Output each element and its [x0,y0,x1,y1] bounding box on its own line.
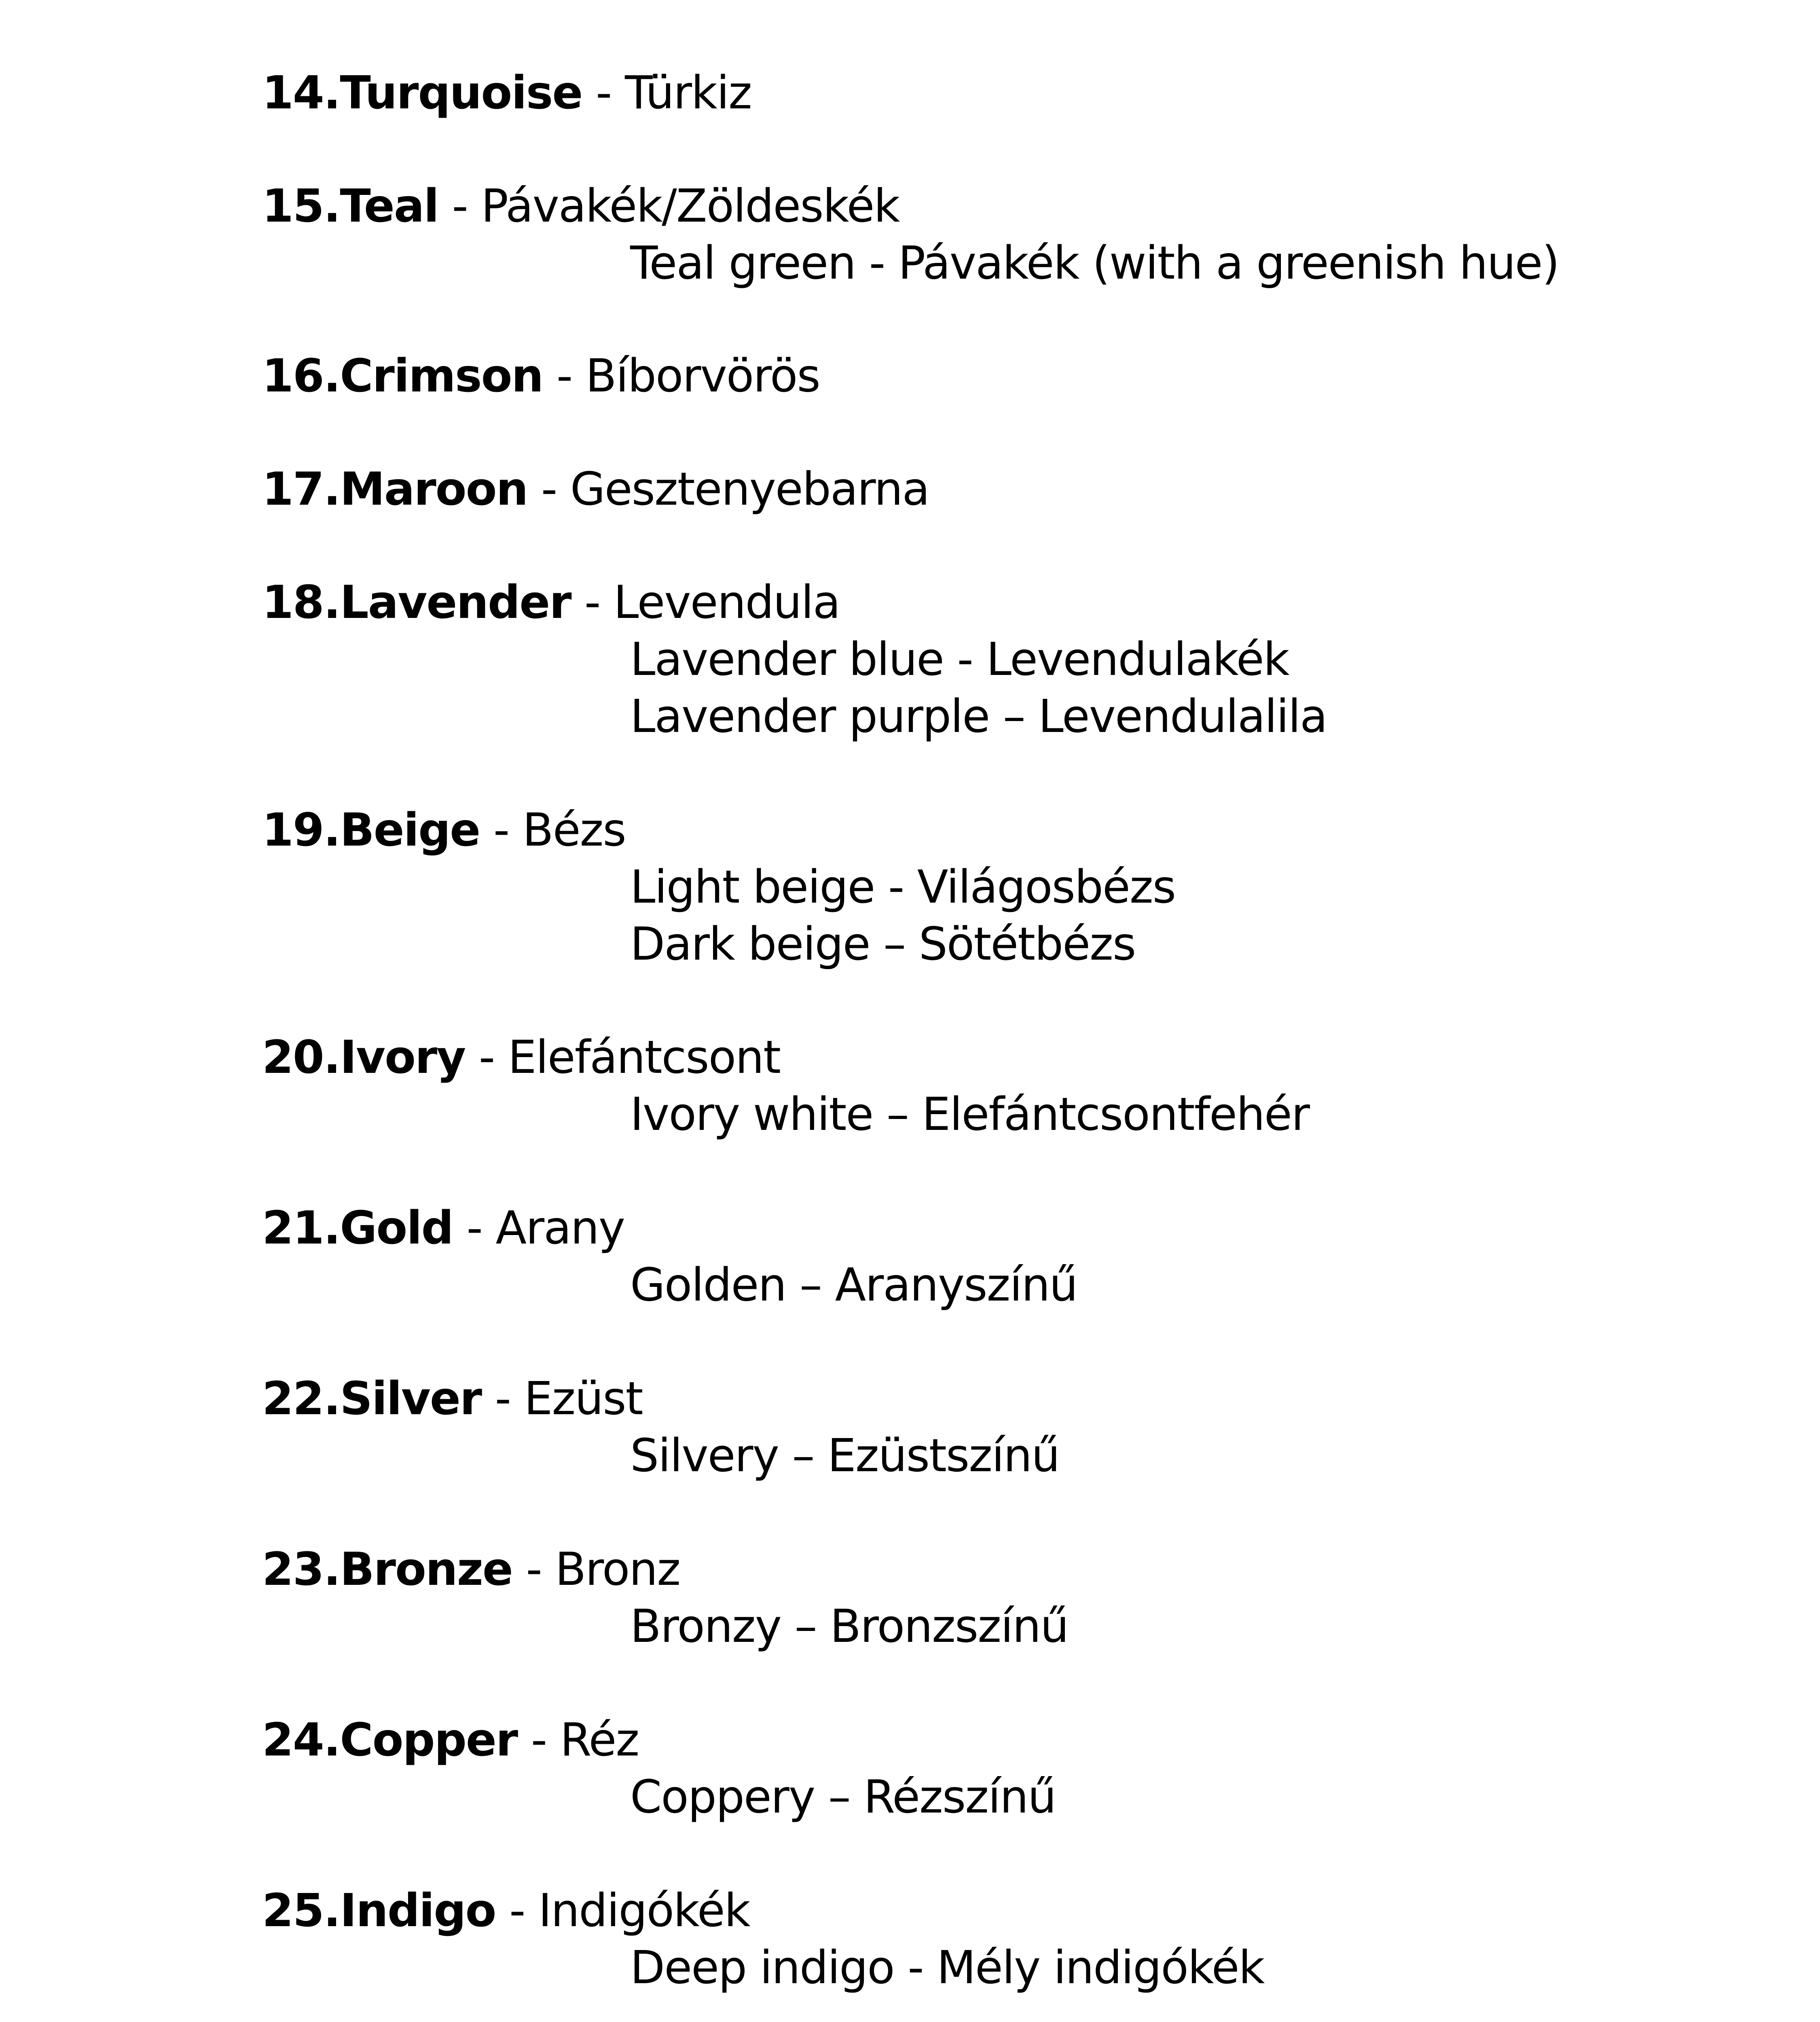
entry-translation: Indigókék [538,1885,750,1937]
entry-number: 24. [262,1714,340,1766]
entry-number: 25. [262,1885,340,1937]
entry-heading [262,1371,1759,1428]
entry-number: 22. [262,1373,340,1425]
entry-translation: Bézs [522,804,626,857]
color-entry [262,1541,1759,1655]
entry-term: Silver [340,1373,482,1425]
entry-separator: - [465,1031,508,1084]
color-entry [262,178,1759,292]
entry-term: Maroon [340,463,528,516]
entry-term: Gold [340,1202,453,1254]
entry-term: Bronze [340,1543,512,1596]
entry-term: Copper [340,1714,518,1766]
entry-term: Ivory [340,1031,466,1084]
entry-heading [262,1541,1759,1598]
entry-variant: Lavender blue - Levendulakék [630,633,1289,686]
entry-separator: - [517,1714,560,1766]
entry-translation: Levendula [614,576,840,629]
entry-term: Turquoise [340,67,582,119]
entry-separator: - [582,67,625,119]
entry-translation: Ezüst [524,1373,643,1425]
entry-term: Crimson [340,350,543,402]
entry-translation: Arany [495,1202,625,1254]
entry-separator: - [480,804,523,857]
entry-heading [262,348,1759,405]
entry-term: Lavender [340,576,571,629]
entry-variant: Light beige - Világosbézs [630,861,1175,914]
entry-heading [262,1882,1759,1940]
entry-heading [262,1712,1759,1769]
entry-separator: - [438,180,481,233]
entry-separator: - [495,1885,539,1937]
entry-separator: - [543,350,586,402]
color-entry [262,1712,1759,1826]
entry-heading [262,461,1759,518]
color-entry [262,1371,1759,1485]
entry-variant: Deep indigo - Mély indigókék [630,1942,1264,1994]
color-entry [262,348,1759,405]
entry-translation: Elefántcsont [508,1031,781,1084]
entry-number: 21. [262,1202,340,1254]
entry-separator: - [571,576,614,629]
color-entry [262,1200,1759,1314]
entry-heading [262,802,1759,859]
entry-separator: - [453,1202,496,1254]
entry-number: 16. [262,350,340,402]
entry-translation: Türkiz [624,67,751,119]
entry-translation: Bíborvörös [585,350,820,402]
entry-heading [262,574,1759,631]
entry-number: 23. [262,1543,340,1596]
entry-translation: Pávakék/Zöldeskék [481,180,899,233]
entry-term: Teal [340,180,438,233]
entry-heading [262,65,1759,122]
entry-number: 14. [262,67,340,119]
entry-separator: - [512,1543,555,1596]
entry-heading [262,1029,1759,1086]
entry-separator: - [481,1373,524,1425]
entry-term: Beige [340,804,480,857]
entry-separator: - [527,463,570,516]
entry-variant: Silvery – Ezüstszínű [630,1430,1060,1482]
color-entry [262,574,1759,745]
entry-variant: Bronzy – Bronzszínű [630,1600,1069,1653]
entry-number: 17. [262,463,340,516]
entry-variant: Coppery – Rézszínű [630,1771,1056,1823]
entry-term: Indigo [340,1885,496,1937]
color-entry [262,461,1759,518]
color-entry [262,1882,1759,1997]
color-entry [262,65,1759,122]
entry-translation: Bronz [555,1543,680,1596]
entry-translation: Réz [560,1714,639,1766]
entry-number: 15. [262,180,340,233]
color-entry [262,802,1759,973]
entry-variant: Teal green - Pávakék (with a greenish hue) [630,237,1559,290]
entry-number: 18. [262,576,340,629]
entry-variant: Lavender purple – Levendulalila [630,690,1327,743]
entry-number: 20. [262,1031,340,1084]
entry-heading [262,178,1759,235]
entry-heading [262,1200,1759,1257]
entry-translation: Gesztenyebarna [570,463,929,516]
entry-number: 19. [262,804,340,857]
entry-variant: Ivory white – Elefántcsontfehér [630,1088,1309,1141]
entry-variant: Dark beige – Sötétbézs [630,918,1136,971]
entry-variant: Golden – Aranyszínű [630,1259,1077,1311]
color-entry [262,1029,1759,1143]
